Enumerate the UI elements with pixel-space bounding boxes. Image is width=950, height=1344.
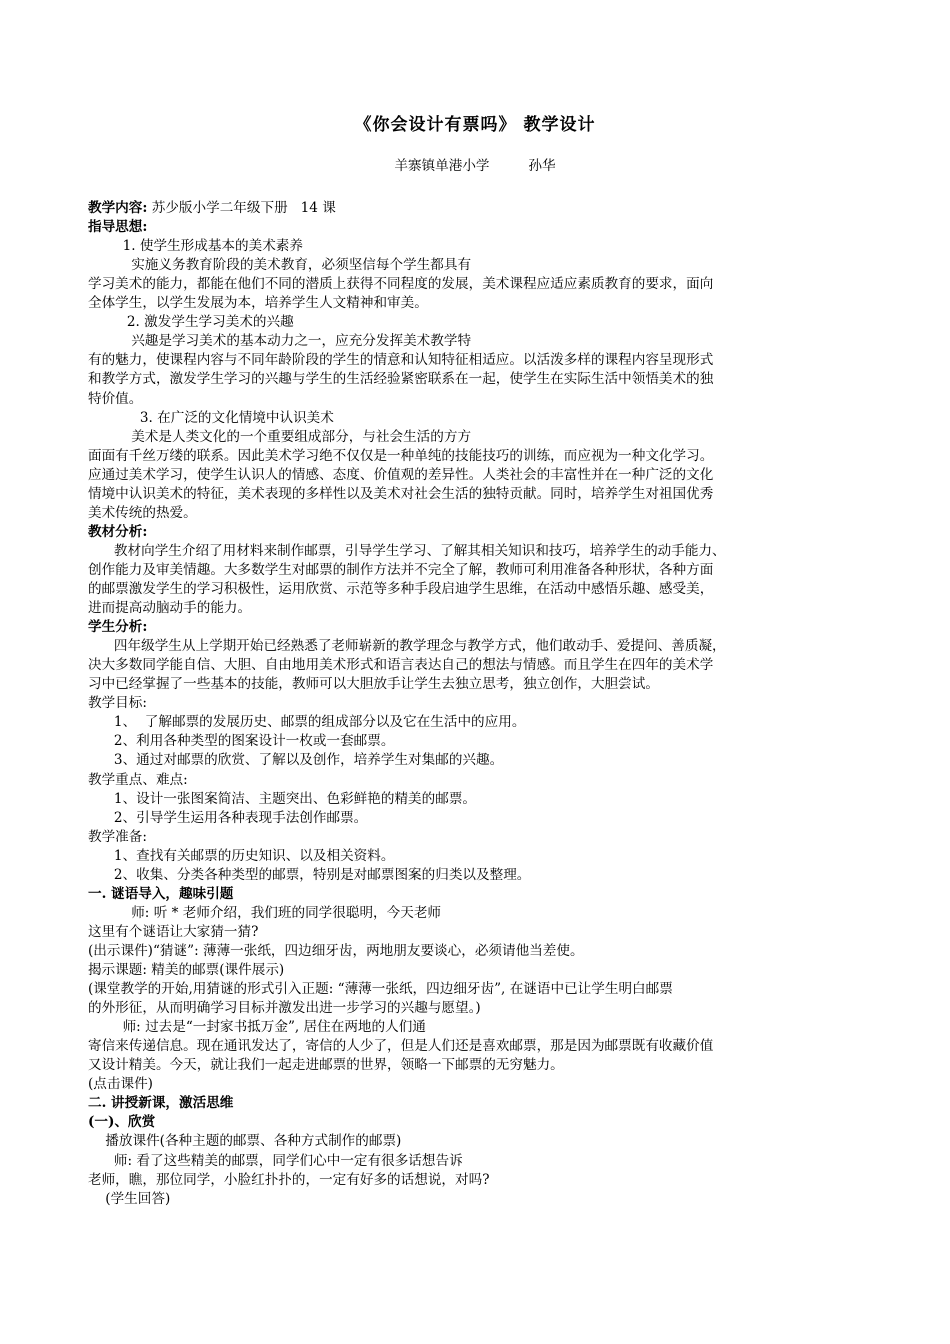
text-line xyxy=(88,923,258,942)
section-heading: 教材分析: xyxy=(88,523,148,540)
text-line xyxy=(88,580,713,599)
text-line xyxy=(88,1113,155,1132)
text-line xyxy=(88,1171,490,1190)
line-text: 习中已经掌握了一些基本的技能，教师可以大胆放手让学生去独立思考，独立创作，大胆尝试。 xyxy=(88,676,659,693)
text-line xyxy=(88,313,294,332)
line-text: 决大多数同学能自信、大胆、自由地用美术形式和语言表达自己的想法与情感。而且学生在四年的美术学 xyxy=(88,657,714,674)
text-line xyxy=(88,275,713,294)
text-line xyxy=(88,1056,564,1075)
line-text: 创作能力及审美情趣。大多数学生对邮票的制作方法并不完全了解，教师可利用准备各种形状，各种方面 xyxy=(88,561,714,578)
text-line xyxy=(88,199,336,218)
line-text: 2. 激发学生学习美术的兴趣 xyxy=(88,314,294,331)
text-line xyxy=(88,904,441,923)
text-line xyxy=(88,980,673,999)
text-line xyxy=(88,256,471,275)
text-line xyxy=(88,732,394,751)
text-line xyxy=(88,485,713,504)
document-author: 羊寨镇单港小学 孙华 xyxy=(394,158,556,174)
section-heading: 二. 讲授新课，激活思维 xyxy=(88,1095,234,1112)
line-text: 教学准备: xyxy=(88,828,147,845)
line-text: 师: 看了这些精美的邮票，同学们心中一定有很多话想告诉 xyxy=(88,1152,463,1169)
text-line xyxy=(88,1094,233,1113)
line-text: 美术是人类文化的一个重要组成部分，与社会生活的方方 xyxy=(88,428,472,445)
text-line xyxy=(88,751,503,770)
line-text: 四年级学生从上学期开始已经熟悉了老师崭新的教学理念与教学方式，他们敢动手、爱提问、善质凝， xyxy=(88,638,726,655)
text-line xyxy=(88,809,367,828)
text-line xyxy=(88,1075,153,1094)
section-heading: (一)、欣赏 xyxy=(88,1114,156,1131)
text-line xyxy=(88,504,197,523)
line-text: (课堂教学的开始,用猜谜的形式引入正题: “薄薄一张纸，四边细牙齿”, 在谜语中已让学生明白邮票 xyxy=(88,981,673,998)
text-line xyxy=(88,999,481,1018)
text-line xyxy=(88,1018,426,1037)
line-text: 3、通过对邮票的欣赏、了解以及创作，培养学生对集邮的兴趣。 xyxy=(88,752,504,769)
line-text: 1、 了解邮票的发展历史、邮票的组成部分以及它在生活中的应用。 xyxy=(88,714,526,731)
section-heading: 学生分析: xyxy=(88,619,148,636)
text-line xyxy=(88,790,476,809)
text-line xyxy=(88,961,284,980)
text-line xyxy=(88,542,726,561)
line-text: 教学目标: xyxy=(88,695,147,712)
line-text: 情境中认识美术的特征，美术表现的多样性以及美术对社会生活的独特贡献。同时，培养学生对祖国优秀 xyxy=(88,485,714,502)
text-line xyxy=(88,828,147,847)
text-line xyxy=(88,447,713,466)
text-line xyxy=(88,370,713,389)
text-line xyxy=(88,409,334,428)
line-text: 2、引导学生运用各种表现手法创作邮票。 xyxy=(88,809,368,826)
document-title: 《你会设计有票吗》 教学设计 xyxy=(354,115,596,135)
line-text: 师: 听 * 老师介绍，我们班的同学很聪明，今天老师 xyxy=(88,904,442,921)
text-line xyxy=(88,618,147,637)
line-text: 美术传统的热爱。 xyxy=(88,504,197,521)
line-text: 师: 过去是“一封家书抵万金”, 居住在两地的人们通 xyxy=(88,1019,426,1036)
line-text: 1、查找有关邮票的历史知识、以及相关资料。 xyxy=(88,847,395,864)
line-text: 实施义务教育阶段的美术教育，必须坚信每个学生都具有 xyxy=(88,257,472,274)
line-text: 2、利用各种类型的图案设计一枚或一套邮票。 xyxy=(88,733,395,750)
text-line xyxy=(88,694,147,713)
line-text: 有的魅力，使课程内容与不同年龄阶段的学生的情意和认知特征相适应。以活泼多样的课程内容呈现形式 xyxy=(88,352,714,369)
line-text: 老师，瞧，那位同学，小脸红扑扑的，一定有好多的话想说，对吗? xyxy=(88,1171,490,1188)
line-text: 1、设计一张图案简洁、主题突出、色彩鲜艳的精美的邮票。 xyxy=(88,790,477,807)
section-heading: 教学内容: xyxy=(88,200,148,216)
text-line xyxy=(88,332,471,351)
text-line xyxy=(88,942,584,961)
line-text: 学习美术的能力，都能在他们不同的潜质上获得不同程度的发展，美术课程应适应素质教育的要求，面向 xyxy=(88,276,714,293)
line-text: (出示课件)“猜谜”: 薄薄一张纸，四边细牙齿，两地朋友要谈心，必须请他当差使。 xyxy=(88,942,584,959)
line-text: 苏少版小学二年级下册 14 课 xyxy=(147,200,336,216)
line-text: (学生回答) xyxy=(88,1190,171,1207)
line-text: 寄信来传递信息。现在通讯发达了，寄信的人少了，但是人们还是喜欢邮票，那是因为邮票既有收藏价值 xyxy=(88,1038,714,1055)
line-text: 应通过美术学习，使学生认识人的情感、态度、价值观的差异性。人类社会的丰富性并在一种广泛的文化 xyxy=(88,466,714,483)
text-line xyxy=(88,637,726,656)
line-text: 特价值。 xyxy=(88,390,143,407)
text-line xyxy=(88,351,713,370)
text-line xyxy=(88,656,713,675)
line-text: 的邮票激发学生的学习积极性，运用欣赏、示范等多种手段启迪学生思维，在活动中感悟乐趣、感受美， xyxy=(88,581,714,597)
text-line xyxy=(88,847,394,866)
line-text: 3. 在广泛的文化情境中认识美术 xyxy=(88,409,334,426)
line-text: 揭示课题: 精美的邮票(课件展示) xyxy=(88,962,285,978)
text-line xyxy=(88,599,251,618)
line-text: 1. 使学生形成基本的美术素养 xyxy=(88,238,303,255)
text-line xyxy=(88,1037,713,1056)
line-text: 2、收集、分类各种类型的邮票，特别是对邮票图案的归类以及整理。 xyxy=(88,866,531,883)
text-line xyxy=(88,466,713,485)
line-text: 教材向学生介绍了用材料来制作邮票，引导学生学习、了解其相关知识和技巧，培养学生的动手能力、 xyxy=(88,542,726,559)
text-line xyxy=(88,866,530,885)
line-text: 的外形征，从而明确学习目标并激发出进一步学习的兴趣与愿望。) xyxy=(88,1000,481,1017)
text-line xyxy=(88,523,147,542)
line-text: 兴趣是学习美术的基本动力之一，应充分发挥美术教学特 xyxy=(88,333,472,350)
text-line xyxy=(88,675,659,694)
section-heading: 一. 谜语导入，趣味引题 xyxy=(88,885,234,902)
line-text: 面面有千丝万缕的联系。因此美术学习绝不仅仅是一种单纯的技能技巧的训练，而应视为一种文化学习。 xyxy=(88,447,714,464)
text-line xyxy=(88,771,188,790)
text-line xyxy=(88,1190,170,1209)
line-text: 播放课件(各种主题的邮票、各种方式制作的邮票) xyxy=(88,1133,402,1150)
line-text: 进而提高动脑动手的能力。 xyxy=(88,600,252,617)
line-text: 全体学生，以学生发展为本，培养学生人文精神和审美。 xyxy=(88,295,428,312)
line-text: 和教学方式，激发学生学习的兴趣与学生的生活经验紧密联系在一起，使学生在实际生活中领悟美术的独 xyxy=(88,371,714,388)
text-line xyxy=(88,885,233,904)
text-line xyxy=(88,713,525,732)
text-line xyxy=(88,1132,401,1151)
text-line xyxy=(88,428,471,447)
text-line xyxy=(88,218,147,237)
text-line xyxy=(88,294,428,313)
text-line xyxy=(88,237,303,256)
text-line xyxy=(88,390,142,409)
line-text: 教学重点、难点: xyxy=(88,771,188,788)
text-line xyxy=(88,561,713,580)
line-text: 又设计精美。今天，就让我们一起走进邮票的世界，领略一下邮票的无穷魅力。 xyxy=(88,1057,564,1074)
section-heading: 指导思想: xyxy=(88,219,148,236)
text-line xyxy=(88,1152,463,1171)
line-text: 这里有个谜语让大家猜一猜? xyxy=(88,923,259,940)
line-text: (点击课件) xyxy=(88,1076,153,1093)
